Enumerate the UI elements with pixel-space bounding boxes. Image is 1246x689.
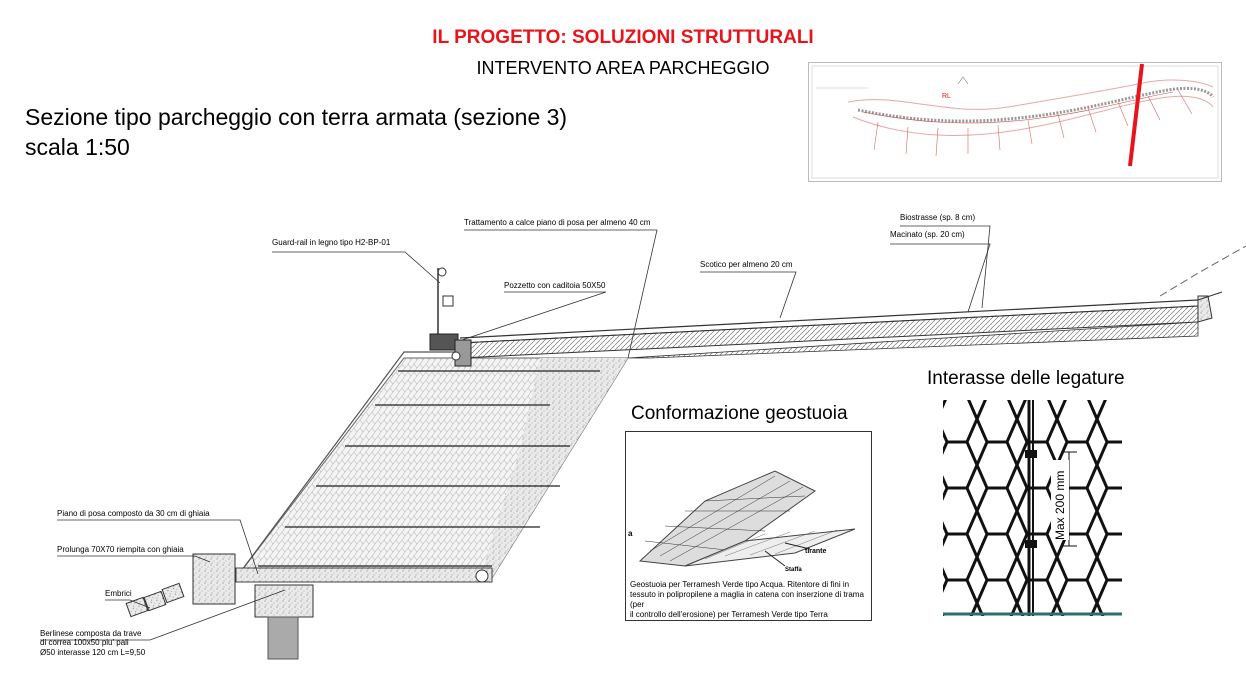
section-title: Sezione tipo parcheggio con terra armata (sezione 3) (25, 104, 568, 130)
legature-title: Interasse delle legature (927, 368, 1125, 389)
geostuoia-caption (630, 580, 870, 620)
section-scale: scala 1:50 (25, 134, 130, 160)
map-logo: RL (942, 93, 951, 100)
geostuoia-title: Conformazione geostuoia (631, 403, 848, 424)
label-biostrasse: Biostrasse (sp. 8 cm) (900, 213, 976, 222)
page-subtitle: INTERVENTO AREA PARCHEGGIO (476, 58, 770, 78)
label-piano-posa: Piano di posa composto da 30 cm di ghiaia (57, 509, 210, 518)
label-prolunga: Prolunga 70X70 riempita con ghiaia (57, 545, 184, 554)
geostuoia-caption-line-1: Geostuoia per Terramesh Verde tipo Acqua. Ritentore di fini in (630, 580, 850, 589)
geostuoia-label-a: a (628, 529, 633, 538)
geostuoia-label-tirante: tirante (805, 548, 827, 555)
label-berlinese-1: Berlinese composta da trave (40, 629, 142, 638)
label-trattamento: Trattamento a calce piano di posa per almeno 40 cm (464, 218, 651, 227)
legature-dimension: Max 200 mm (1053, 470, 1067, 540)
label-scotico: Scotico per almeno 20 cm (700, 260, 793, 269)
label-guardrail: Guard-rail in legno tipo H2-BP-01 (272, 238, 391, 247)
label-berlinese-2: di correa 100x50 piu' pali (40, 638, 129, 647)
geostuoia-caption-line-2: tessuto in polipropilene a maglia in catena con inserzione di trama (per (630, 590, 864, 609)
page-title: IL PROGETTO: SOLUZIONI STRUTTURALI (432, 27, 814, 48)
label-pozzetto: Pozzetto con caditoia 50X50 (504, 281, 606, 290)
geostuoia-label-staffa: Staffa (785, 567, 802, 573)
label-embrici: Embrici (105, 589, 132, 598)
label-berlinese-3: Ø50 interasse 120 cm L=9,50 (40, 648, 146, 657)
legature-figure (943, 400, 1122, 616)
label-macinato: Macinato (sp. 20 cm) (890, 230, 965, 239)
geostuoia-caption-line-3: il controllo dell'erosione) per Terramesh Verde tipo Terra (630, 610, 828, 619)
